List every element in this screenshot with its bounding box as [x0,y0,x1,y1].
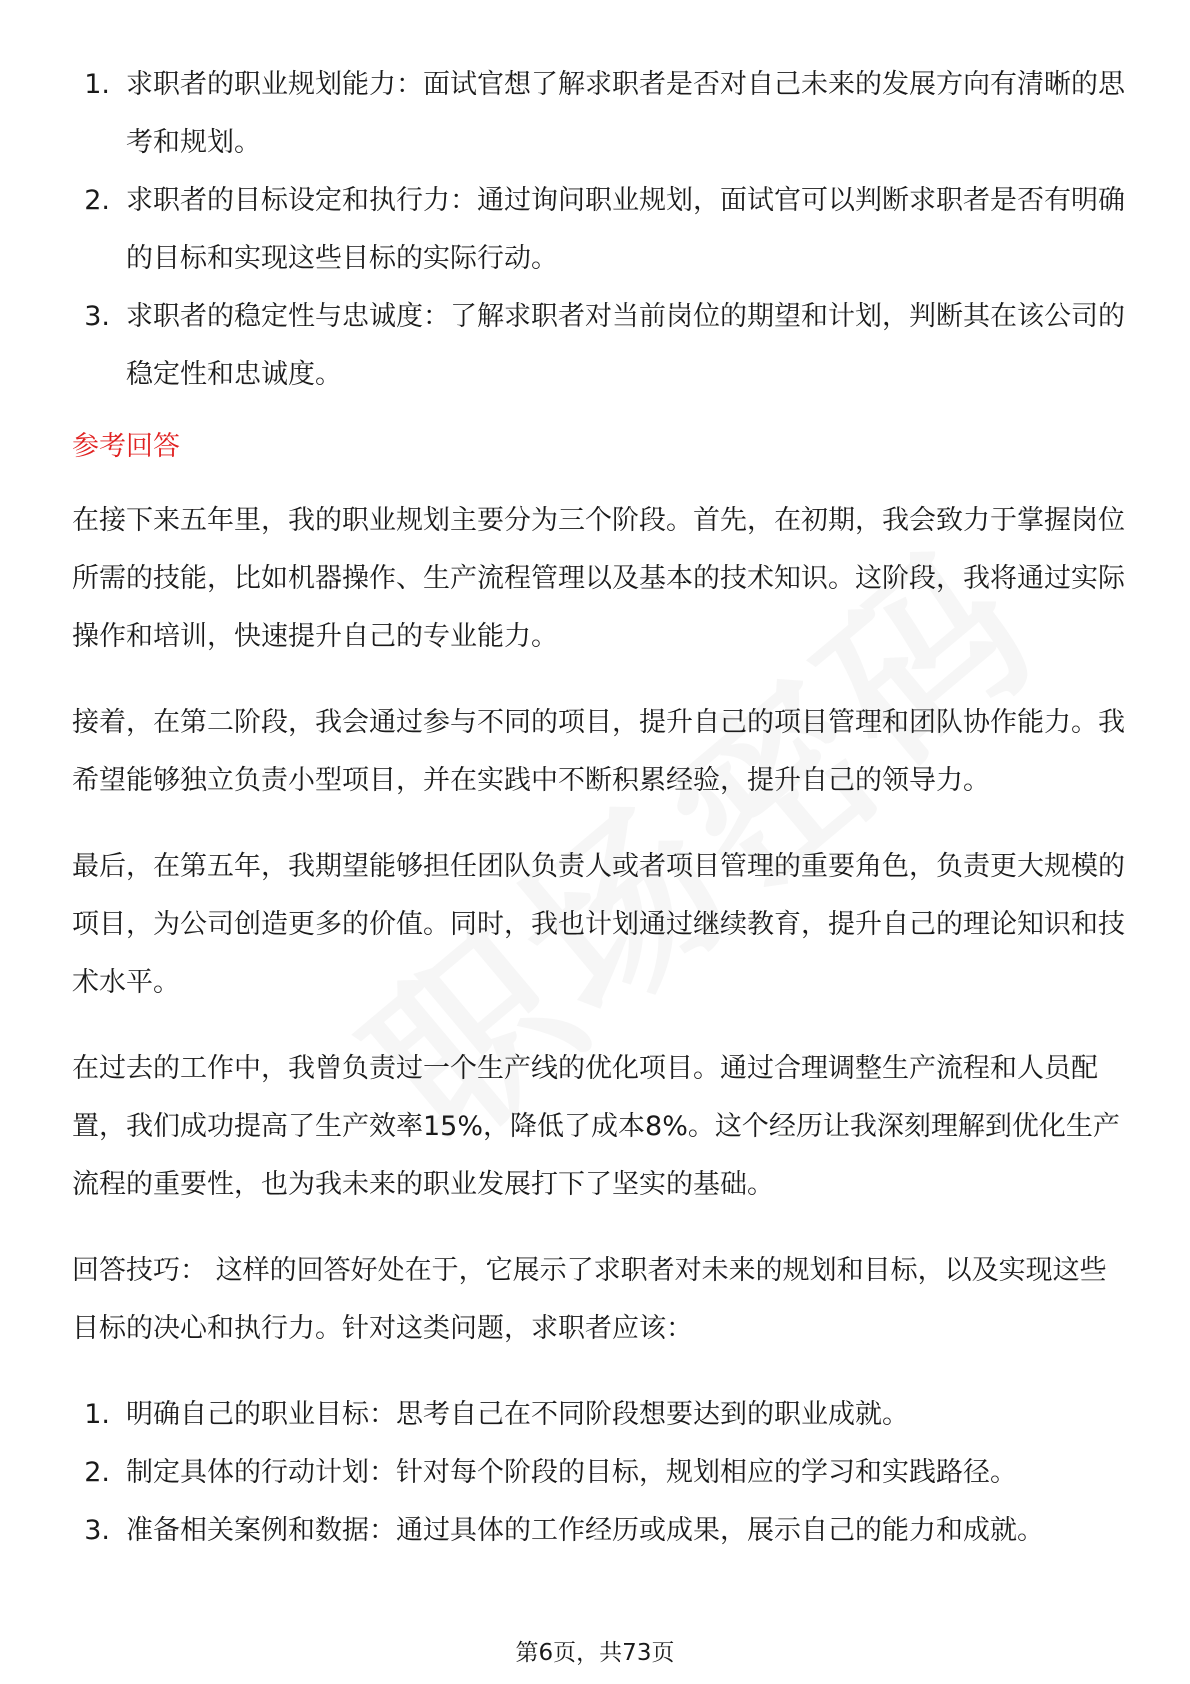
list-item [72,1386,1132,1444]
list-item [72,172,1132,288]
list-item [72,1502,1132,1560]
reference-answer-heading: 参考回答 [72,431,180,462]
list-item [72,288,1132,404]
list-text: 明确自己的职业目标：思考自己在不同阶段想要达到的职业成就。 [126,1399,909,1430]
tips-numbered-list [72,1386,1132,1560]
list-number: 3. [84,1515,110,1546]
list-text: 求职者的稳定性与忠诚度：了解求职者对当前岗位的期望和计划，判断其在该公司的稳定性和忠诚度。 [126,301,1125,390]
list-text: 求职者的目标设定和执行力：通过询问职业规划，面试官可以判断求职者是否有明确的目标和实现这些目标的实际行动。 [126,185,1125,274]
list-number: 1. [84,1399,110,1430]
list-item [72,1444,1132,1502]
paragraph-answer-tips: 回答技巧： 这样的回答好处在于，它展示了求职者对未来的规划和目标，以及实现这些目标的决心和执行力。针对这类问题，求职者应该： [72,1255,1107,1344]
top-numbered-list [72,56,1132,404]
document-page [72,56,1132,1560]
list-number: 3. [84,301,110,332]
list-number: 1. [84,69,110,100]
paragraph-phase-two: 接着，在第二阶段，我会通过参与不同的项目，提升自己的项目管理和团队协作能力。我希望能够独立负责小型项目，并在实践中不断积累经验，提升自己的领导力。 [72,707,1125,796]
page-number-footer: 第6页，共73页 [515,1640,675,1666]
list-number: 2. [84,185,110,216]
list-text: 求职者的职业规划能力：面试官想了解求职者是否对自己未来的发展方向有清晰的思考和规划。 [126,69,1125,158]
list-text: 制定具体的行动计划：针对每个阶段的目标，规划相应的学习和实践路径。 [126,1457,1017,1488]
list-number: 2. [84,1457,110,1488]
list-item [72,56,1132,172]
paragraph-phase-five: 最后，在第五年，我期望能够担任团队负责人或者项目管理的重要角色，负责更大规模的项目，为公司创造更多的价值。同时，我也计划通过继续教育，提升自己的理论知识和技术水平。 [72,851,1125,998]
list-text: 准备相关案例和数据：通过具体的工作经历或成果，展示自己的能力和成就。 [126,1515,1044,1546]
paragraph-past-experience: 在过去的工作中，我曾负责过一个生产线的优化项目。通过合理调整生产流程和人员配置，我们成功提高了生产效率15%，降低了成本8%。这个经历让我深刻理解到优化生产流程的重要性，也为我未来的职业发展打下了坚实的基础。 [72,1053,1120,1200]
paragraph-phase-one: 在接下来五年里，我的职业规划主要分为三个阶段。首先，在初期，我会致力于掌握岗位所需的技能，比如机器操作、生产流程管理以及基本的技术知识。这阶段，我将通过实际操作和培训，快速提升自己的专业能力。 [72,505,1125,652]
